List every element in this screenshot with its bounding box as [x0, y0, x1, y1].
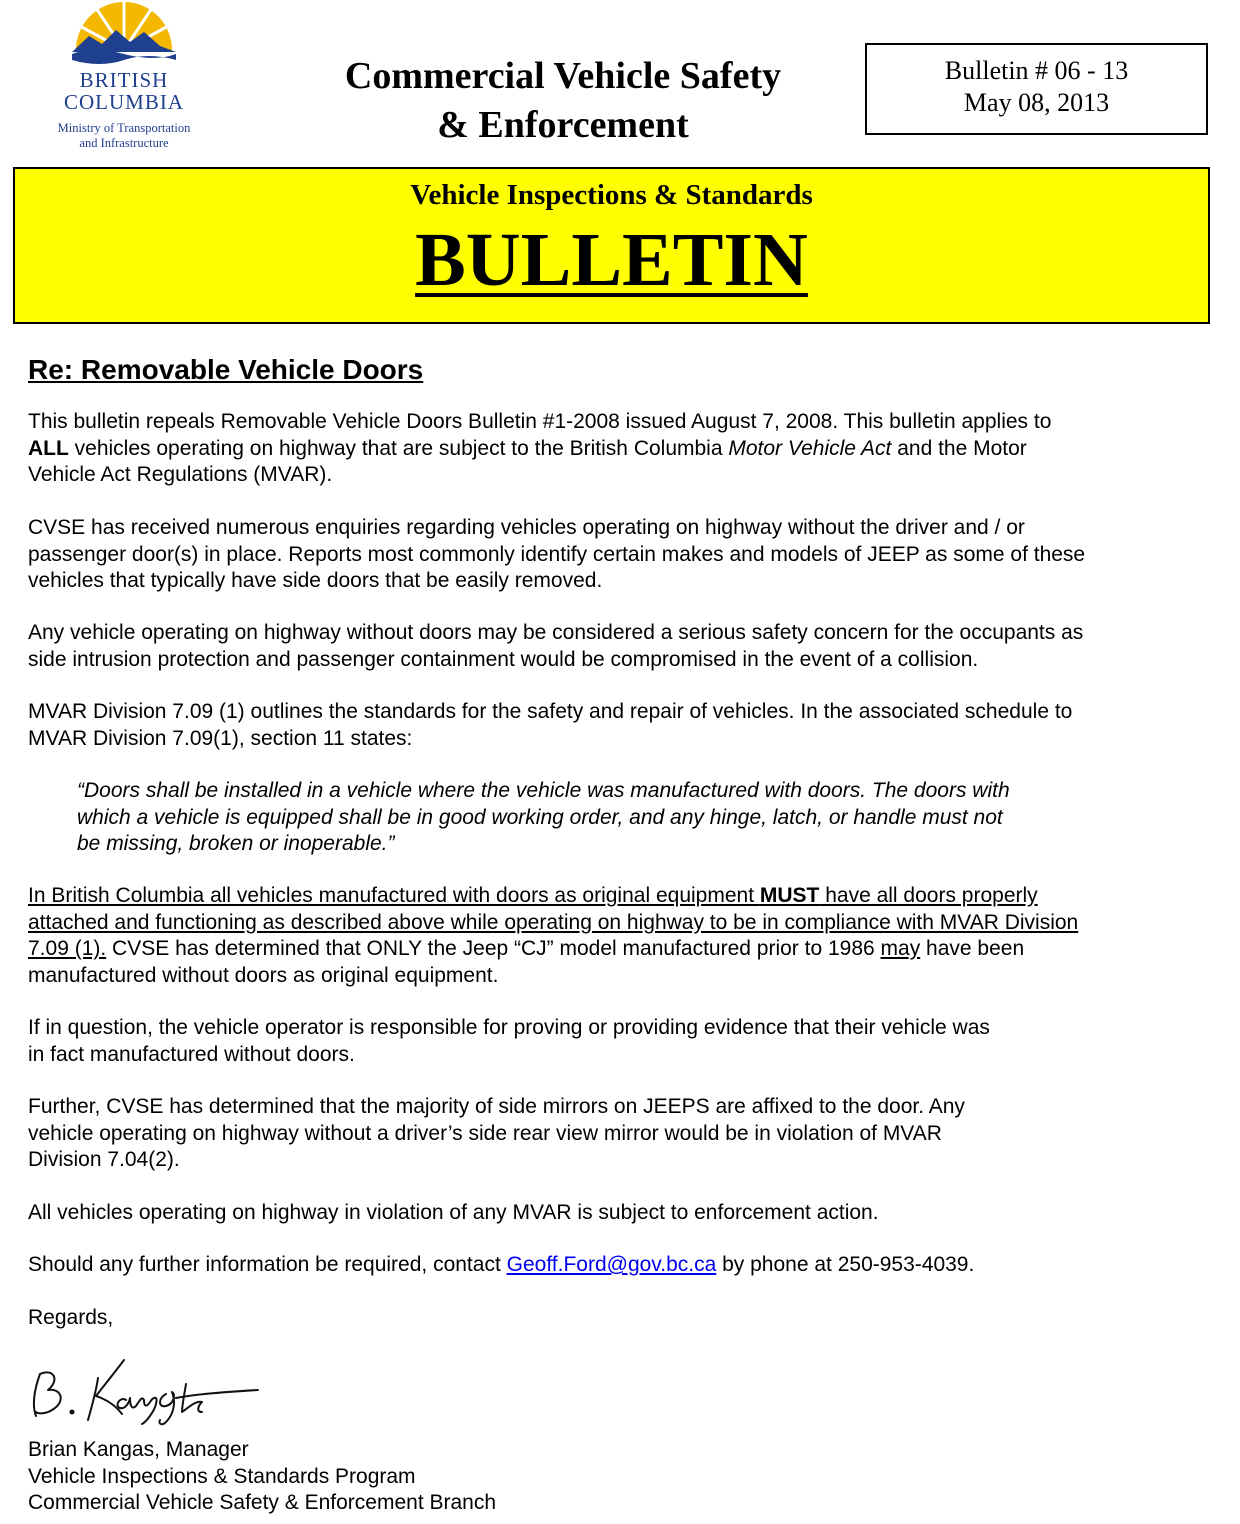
logo-text-british: BRITISH [79, 68, 169, 92]
text: manufactured without doors as original equipment. [28, 963, 499, 987]
text: In British Columbia all vehicles manufactured with doors as original equipment [28, 884, 760, 907]
paragraph-mvar [28, 699, 1208, 752]
text: vehicle operating on highway without a driver’s side rear view mirror would be in violation of MVAR [28, 1121, 942, 1145]
document-title [300, 52, 826, 150]
title-line-2: & Enforcement [437, 104, 689, 146]
text: in fact manufactured without doors. [28, 1042, 355, 1066]
emphasis-must: MUST [759, 884, 820, 907]
logo-ministry-line1: Ministry of Transportation [57, 121, 191, 135]
bulletin-date: May 08, 2013 [963, 88, 1110, 117]
text: and the Motor [891, 436, 1027, 460]
signer-branch: Commercial Vehicle Safety & Enforcement Branch [28, 1491, 497, 1514]
paragraph-mirrors [28, 1094, 1208, 1174]
signer-program: Vehicle Inspections & Standards Program [28, 1464, 416, 1488]
text: vehicles that typically have side doors that be easily removed. [28, 569, 603, 592]
text: be missing, broken or inoperable.” [77, 832, 395, 855]
act-name: Motor Vehicle Act [728, 436, 892, 460]
text: “Doors shall be installed in a vehicle where the vehicle was manufactured with doors. The doors with [77, 779, 1010, 802]
text: Any vehicle operating on highway without doors may be considered a serious safety concern for the occupants as [28, 621, 1084, 644]
paragraph-repeal [28, 409, 1208, 489]
text: This bulletin repeals Removable Vehicle Doors Bulletin #1-2008 issued August 7, 2008. This bulletin applies to [28, 410, 1052, 433]
text: attached and functioning as described above while operating on highway to be in compliance with MVAR Division [28, 910, 1079, 934]
emphasis-all: ALL [28, 436, 69, 460]
text: MVAR Division 7.09 (1) outlines the standards for the safety and repair of vehicles. In the associated schedule to [28, 700, 1073, 723]
text: MVAR Division 7.09(1), section 11 states: [28, 726, 413, 750]
logo-ministry-line2: and Infrastructure [79, 136, 169, 150]
text: which a vehicle is equipped shall be in good working order, and any hinge, latch, or handle must not [77, 805, 1003, 829]
paragraph-safety [28, 620, 1208, 673]
text: 7.09 (1). [28, 937, 107, 960]
signature-block [28, 1437, 1208, 1517]
regulation-quote [77, 778, 1137, 858]
emphasis-may: may [880, 937, 921, 960]
subject-heading: Re: Removable Vehicle Doors [28, 354, 424, 385]
paragraph-requirement [28, 883, 1208, 989]
title-line-1: Commercial Vehicle Safety [344, 55, 782, 97]
signer-name: Brian Kangas, Manager [28, 1438, 249, 1461]
text: side intrusion protection and passenger containment would be compromised in the event of a collision. [28, 647, 979, 671]
text: passenger door(s) in place. Reports most commonly identify certain makes and models of JEEP as some of these [28, 542, 1086, 566]
text: a [710, 436, 729, 460]
text: Vehicle Act Regulations (MVAR). [28, 463, 333, 486]
text: If in question, the vehicle operator is responsible for proving or providing evidence that their vehicle was [28, 1016, 990, 1039]
text: CVSE has received numerous enquiries regarding vehicles operating on highway without the driver and / or [28, 516, 1025, 539]
text: by phone at 250-953-4039. [716, 1253, 975, 1276]
banner-subtitle: Vehicle Inspections & Standards [410, 179, 813, 211]
handwritten-signature [26, 1350, 266, 1430]
text: have been [920, 937, 1025, 960]
signature-icon [26, 1350, 266, 1430]
bc-logo [44, 2, 204, 152]
paragraph-enforcement: All vehicles operating on highway in violation of any MVAR is subject to enforcement action. [28, 1201, 879, 1224]
text: Further, CVSE has determined that the majority of side mirrors on JEEPS are affixed to the door. Any [28, 1095, 965, 1118]
text: CVSE has determined that ONLY the Jeep “CJ” model manufactured prior to 1986 [106, 937, 881, 960]
paragraph-enquiries [28, 515, 1208, 595]
paragraph-proof [28, 1015, 1208, 1068]
text: have all doors properly [819, 884, 1038, 907]
bc-sun-mountains-icon [44, 2, 204, 72]
logo-text-columbia: COLUMBIA [63, 90, 184, 114]
banner-title: BULLETIN [415, 218, 808, 302]
contact-email-link[interactable]: Geoff.Ford@gov.bc.ca [506, 1253, 717, 1276]
bulletin-info-box [865, 43, 1208, 135]
bulletin-number: Bulletin # 06 - 13 [944, 56, 1129, 85]
text: vehicles operating on highway that are subject to the British Columbi [68, 436, 711, 460]
paragraph-contact [28, 1252, 1208, 1279]
text: Division 7.04(2). [28, 1148, 180, 1171]
bulletin-banner [13, 167, 1210, 324]
text: Should any further information be required, contact [28, 1253, 507, 1276]
closing-regards: Regards, [28, 1306, 114, 1329]
